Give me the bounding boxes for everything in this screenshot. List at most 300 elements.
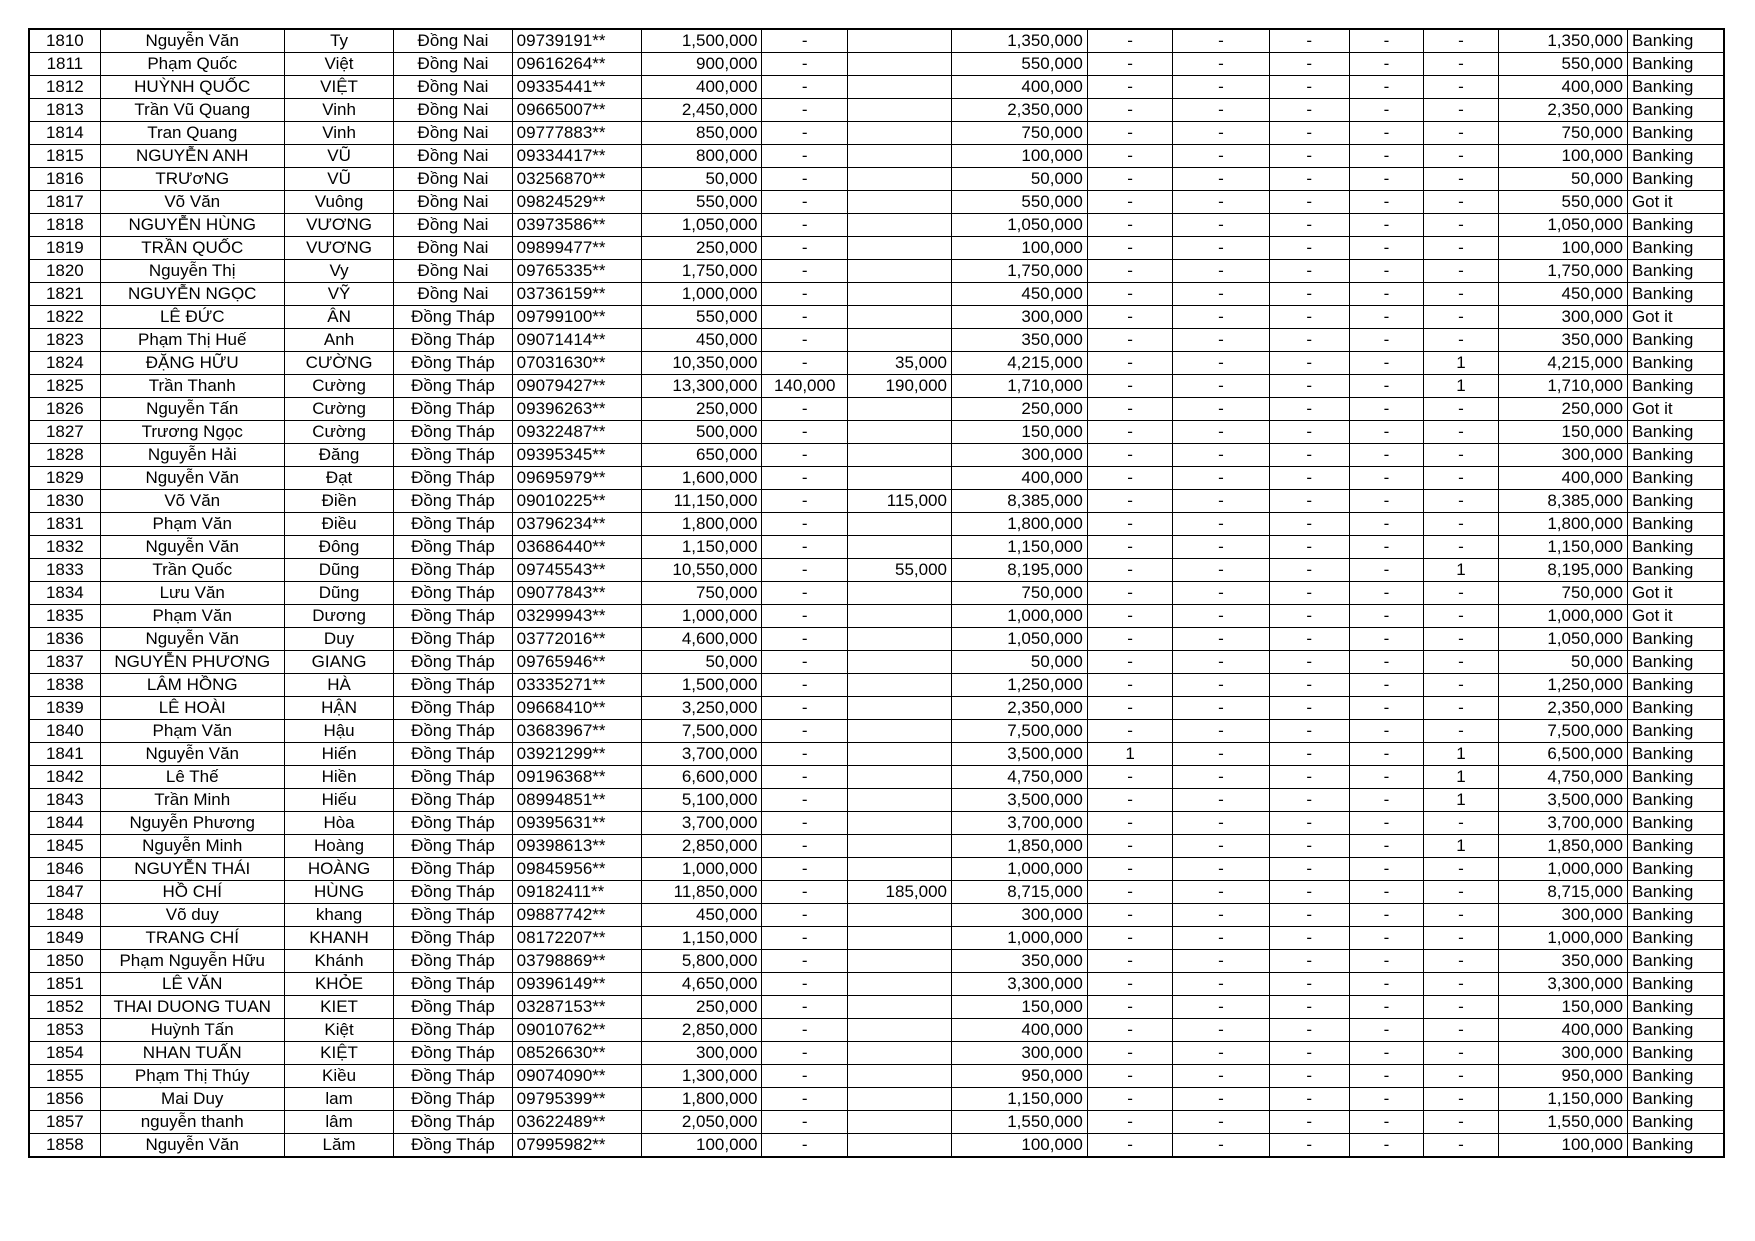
net-amount-cell: 550,000: [951, 191, 1087, 214]
payment-method-cell: Banking: [1627, 29, 1724, 53]
deduction-b-cell: [847, 858, 951, 881]
deduction-a-cell: -: [762, 490, 847, 513]
last-name-cell: TRANG CHÍ: [100, 927, 284, 950]
province-cell: Đồng Tháp: [394, 352, 512, 375]
row-number-cell: 1858: [29, 1134, 100, 1158]
flag-b-cell: -: [1173, 1111, 1269, 1134]
total-cell: 1,050,000: [1498, 628, 1627, 651]
deduction-a-cell: -: [762, 329, 847, 352]
last-name-cell: Phạm Văn: [100, 720, 284, 743]
first-name-cell: lam: [284, 1088, 394, 1111]
table-row: [29, 191, 1724, 214]
payment-method-cell: Banking: [1627, 789, 1724, 812]
deduction-b-cell: [847, 444, 951, 467]
row-number-cell: 1845: [29, 835, 100, 858]
first-name-cell: KHANH: [284, 927, 394, 950]
flag-e-cell: -: [1424, 720, 1499, 743]
flag-c-cell: -: [1269, 306, 1349, 329]
last-name-cell: Trần Vũ Quang: [100, 99, 284, 122]
last-name-cell: NGUYỄN HÙNG: [100, 214, 284, 237]
deduction-a-cell: -: [762, 697, 847, 720]
net-amount-cell: 750,000: [951, 582, 1087, 605]
flag-d-cell: -: [1349, 720, 1424, 743]
flag-e-cell: -: [1424, 237, 1499, 260]
payment-method-cell: Banking: [1627, 812, 1724, 835]
flag-c-cell: -: [1269, 513, 1349, 536]
flag-b-cell: -: [1173, 927, 1269, 950]
province-cell: Đồng Tháp: [394, 720, 512, 743]
flag-d-cell: -: [1349, 490, 1424, 513]
flag-e-cell: 1: [1424, 743, 1499, 766]
deduction-a-cell: -: [762, 973, 847, 996]
phone-cell: 09739191**: [512, 29, 641, 53]
first-name-cell: Đạt: [284, 467, 394, 490]
amount-cell: 5,800,000: [641, 950, 762, 973]
flag-b-cell: -: [1173, 168, 1269, 191]
flag-b-cell: -: [1173, 283, 1269, 306]
flag-b-cell: -: [1173, 191, 1269, 214]
last-name-cell: NGUYỄN PHƯƠNG: [100, 651, 284, 674]
table-row: [29, 145, 1724, 168]
province-cell: Đồng Tháp: [394, 904, 512, 927]
table-row: [29, 237, 1724, 260]
net-amount-cell: 750,000: [951, 122, 1087, 145]
net-amount-cell: 400,000: [951, 76, 1087, 99]
province-cell: Đồng Nai: [394, 214, 512, 237]
first-name-cell: Dũng: [284, 559, 394, 582]
total-cell: 3,700,000: [1498, 812, 1627, 835]
payment-method-cell: Banking: [1627, 329, 1724, 352]
province-cell: Đồng Nai: [394, 29, 512, 53]
phone-cell: 09899477**: [512, 237, 641, 260]
flag-e-cell: -: [1424, 168, 1499, 191]
net-amount-cell: 8,715,000: [951, 881, 1087, 904]
amount-cell: 7,500,000: [641, 720, 762, 743]
deduction-b-cell: [847, 53, 951, 76]
first-name-cell: HOÀNG: [284, 858, 394, 881]
deduction-b-cell: [847, 812, 951, 835]
phone-cell: 09322487**: [512, 421, 641, 444]
province-cell: Đồng Tháp: [394, 513, 512, 536]
flag-d-cell: -: [1349, 444, 1424, 467]
last-name-cell: NGUYỄN ANH: [100, 145, 284, 168]
total-cell: 3,500,000: [1498, 789, 1627, 812]
row-number-cell: 1856: [29, 1088, 100, 1111]
flag-e-cell: -: [1424, 1111, 1499, 1134]
amount-cell: 2,050,000: [641, 1111, 762, 1134]
amount-cell: 3,700,000: [641, 812, 762, 835]
payment-method-cell: Got it: [1627, 582, 1724, 605]
total-cell: 7,500,000: [1498, 720, 1627, 743]
province-cell: Đồng Nai: [394, 53, 512, 76]
flag-d-cell: -: [1349, 1065, 1424, 1088]
deduction-b-cell: [847, 927, 951, 950]
payment-method-cell: Banking: [1627, 628, 1724, 651]
amount-cell: 1,050,000: [641, 214, 762, 237]
flag-d-cell: -: [1349, 858, 1424, 881]
row-number-cell: 1825: [29, 375, 100, 398]
first-name-cell: Việt: [284, 53, 394, 76]
province-cell: Đồng Tháp: [394, 536, 512, 559]
phone-cell: 03686440**: [512, 536, 641, 559]
flag-c-cell: -: [1269, 950, 1349, 973]
net-amount-cell: 100,000: [951, 145, 1087, 168]
total-cell: 350,000: [1498, 950, 1627, 973]
table-body: [29, 29, 1724, 1157]
flag-a-cell: -: [1087, 421, 1172, 444]
table-row: [29, 168, 1724, 191]
flag-d-cell: -: [1349, 1111, 1424, 1134]
first-name-cell: HẬN: [284, 697, 394, 720]
province-cell: Đồng Tháp: [394, 789, 512, 812]
flag-b-cell: -: [1173, 1088, 1269, 1111]
flag-b-cell: -: [1173, 306, 1269, 329]
amount-cell: 650,000: [641, 444, 762, 467]
flag-e-cell: -: [1424, 191, 1499, 214]
net-amount-cell: 350,000: [951, 950, 1087, 973]
table-row: [29, 444, 1724, 467]
flag-b-cell: -: [1173, 260, 1269, 283]
phone-cell: 09398613**: [512, 835, 641, 858]
flag-b-cell: -: [1173, 743, 1269, 766]
flag-d-cell: -: [1349, 122, 1424, 145]
payment-method-cell: Banking: [1627, 973, 1724, 996]
deduction-a-cell: -: [762, 720, 847, 743]
deduction-a-cell: -: [762, 766, 847, 789]
payment-method-cell: Got it: [1627, 605, 1724, 628]
row-number-cell: 1839: [29, 697, 100, 720]
total-cell: 1,750,000: [1498, 260, 1627, 283]
flag-a-cell: -: [1087, 191, 1172, 214]
flag-c-cell: -: [1269, 628, 1349, 651]
total-cell: 250,000: [1498, 398, 1627, 421]
flag-c-cell: -: [1269, 559, 1349, 582]
payment-method-cell: Banking: [1627, 674, 1724, 697]
table-row: [29, 674, 1724, 697]
amount-cell: 1,800,000: [641, 513, 762, 536]
flag-a-cell: -: [1087, 214, 1172, 237]
flag-a-cell: -: [1087, 789, 1172, 812]
first-name-cell: Ty: [284, 29, 394, 53]
flag-e-cell: -: [1424, 582, 1499, 605]
total-cell: 4,750,000: [1498, 766, 1627, 789]
total-cell: 400,000: [1498, 1019, 1627, 1042]
row-number-cell: 1842: [29, 766, 100, 789]
deduction-b-cell: [847, 720, 951, 743]
deduction-b-cell: 190,000: [847, 375, 951, 398]
net-amount-cell: 400,000: [951, 1019, 1087, 1042]
deduction-b-cell: [847, 743, 951, 766]
flag-d-cell: -: [1349, 973, 1424, 996]
payment-method-cell: Banking: [1627, 145, 1724, 168]
deduction-b-cell: [847, 950, 951, 973]
payment-method-cell: Got it: [1627, 191, 1724, 214]
deduction-a-cell: -: [762, 467, 847, 490]
deduction-b-cell: [847, 1019, 951, 1042]
row-number-cell: 1854: [29, 1042, 100, 1065]
phone-cell: 03299943**: [512, 605, 641, 628]
flag-b-cell: -: [1173, 605, 1269, 628]
flag-e-cell: -: [1424, 674, 1499, 697]
flag-d-cell: -: [1349, 1134, 1424, 1158]
row-number-cell: 1824: [29, 352, 100, 375]
deduction-b-cell: [847, 306, 951, 329]
province-cell: Đồng Tháp: [394, 950, 512, 973]
phone-cell: 09668410**: [512, 697, 641, 720]
flag-b-cell: -: [1173, 352, 1269, 375]
deduction-b-cell: [847, 467, 951, 490]
flag-a-cell: -: [1087, 651, 1172, 674]
row-number-cell: 1844: [29, 812, 100, 835]
payment-method-cell: Banking: [1627, 1042, 1724, 1065]
flag-d-cell: -: [1349, 329, 1424, 352]
table-row: [29, 283, 1724, 306]
flag-b-cell: -: [1173, 835, 1269, 858]
table-row: [29, 559, 1724, 582]
flag-c-cell: -: [1269, 536, 1349, 559]
total-cell: 4,215,000: [1498, 352, 1627, 375]
first-name-cell: Duy: [284, 628, 394, 651]
flag-d-cell: -: [1349, 29, 1424, 53]
payment-method-cell: Banking: [1627, 743, 1724, 766]
payment-method-cell: Banking: [1627, 835, 1724, 858]
deduction-a-cell: -: [762, 122, 847, 145]
last-name-cell: Phạm Nguyễn Hữu: [100, 950, 284, 973]
flag-b-cell: -: [1173, 145, 1269, 168]
payment-method-cell: Banking: [1627, 881, 1724, 904]
province-cell: Đồng Tháp: [394, 375, 512, 398]
net-amount-cell: 1,150,000: [951, 1088, 1087, 1111]
flag-a-cell: -: [1087, 513, 1172, 536]
payment-method-cell: Banking: [1627, 76, 1724, 99]
flag-a-cell: -: [1087, 812, 1172, 835]
row-number-cell: 1812: [29, 76, 100, 99]
flag-c-cell: -: [1269, 651, 1349, 674]
net-amount-cell: 1,800,000: [951, 513, 1087, 536]
table-row: [29, 950, 1724, 973]
flag-b-cell: -: [1173, 398, 1269, 421]
flag-e-cell: -: [1424, 1065, 1499, 1088]
row-number-cell: 1838: [29, 674, 100, 697]
flag-d-cell: -: [1349, 651, 1424, 674]
table-row: [29, 421, 1724, 444]
flag-e-cell: -: [1424, 996, 1499, 1019]
flag-c-cell: -: [1269, 398, 1349, 421]
flag-c-cell: -: [1269, 375, 1349, 398]
flag-b-cell: -: [1173, 674, 1269, 697]
table-row: [29, 122, 1724, 145]
deduction-b-cell: [847, 421, 951, 444]
table-row: [29, 76, 1724, 99]
flag-d-cell: -: [1349, 237, 1424, 260]
phone-cell: 03683967**: [512, 720, 641, 743]
flag-d-cell: -: [1349, 513, 1424, 536]
total-cell: 3,300,000: [1498, 973, 1627, 996]
phone-cell: 03798869**: [512, 950, 641, 973]
deduction-a-cell: -: [762, 1111, 847, 1134]
flag-c-cell: -: [1269, 927, 1349, 950]
flag-e-cell: -: [1424, 329, 1499, 352]
province-cell: Đồng Tháp: [394, 444, 512, 467]
flag-c-cell: -: [1269, 214, 1349, 237]
province-cell: Đồng Tháp: [394, 812, 512, 835]
table-row: [29, 352, 1724, 375]
flag-d-cell: -: [1349, 950, 1424, 973]
deduction-b-cell: [847, 1111, 951, 1134]
flag-d-cell: -: [1349, 145, 1424, 168]
flag-d-cell: -: [1349, 743, 1424, 766]
net-amount-cell: 1,250,000: [951, 674, 1087, 697]
phone-cell: 09395631**: [512, 812, 641, 835]
phone-cell: 09665007**: [512, 99, 641, 122]
deduction-b-cell: [847, 99, 951, 122]
flag-c-cell: -: [1269, 697, 1349, 720]
province-cell: Đồng Tháp: [394, 398, 512, 421]
province-cell: Đồng Tháp: [394, 490, 512, 513]
payment-method-cell: Banking: [1627, 237, 1724, 260]
flag-e-cell: 1: [1424, 559, 1499, 582]
total-cell: 1,000,000: [1498, 605, 1627, 628]
flag-b-cell: -: [1173, 559, 1269, 582]
flag-a-cell: -: [1087, 1019, 1172, 1042]
amount-cell: 4,600,000: [641, 628, 762, 651]
deduction-b-cell: [847, 835, 951, 858]
amount-cell: 1,000,000: [641, 283, 762, 306]
amount-cell: 1,000,000: [641, 605, 762, 628]
deduction-b-cell: [847, 76, 951, 99]
flag-a-cell: -: [1087, 329, 1172, 352]
net-amount-cell: 1,750,000: [951, 260, 1087, 283]
flag-d-cell: -: [1349, 76, 1424, 99]
row-number-cell: 1828: [29, 444, 100, 467]
flag-a-cell: -: [1087, 628, 1172, 651]
province-cell: Đồng Nai: [394, 237, 512, 260]
row-number-cell: 1852: [29, 996, 100, 1019]
first-name-cell: Vinh: [284, 99, 394, 122]
amount-cell: 550,000: [641, 191, 762, 214]
flag-a-cell: -: [1087, 76, 1172, 99]
flag-e-cell: -: [1424, 99, 1499, 122]
flag-b-cell: -: [1173, 513, 1269, 536]
amount-cell: 400,000: [641, 76, 762, 99]
flag-c-cell: -: [1269, 1019, 1349, 1042]
last-name-cell: LÊ HOÀI: [100, 697, 284, 720]
province-cell: Đồng Tháp: [394, 1019, 512, 1042]
flag-b-cell: -: [1173, 812, 1269, 835]
deduction-b-cell: [847, 168, 951, 191]
flag-c-cell: -: [1269, 283, 1349, 306]
deduction-a-cell: -: [762, 1065, 847, 1088]
flag-b-cell: -: [1173, 237, 1269, 260]
province-cell: Đồng Tháp: [394, 1134, 512, 1158]
flag-b-cell: -: [1173, 1134, 1269, 1158]
first-name-cell: Hậu: [284, 720, 394, 743]
flag-d-cell: -: [1349, 352, 1424, 375]
province-cell: Đồng Tháp: [394, 881, 512, 904]
row-number-cell: 1849: [29, 927, 100, 950]
last-name-cell: Nguyễn Văn: [100, 536, 284, 559]
first-name-cell: HÀ: [284, 674, 394, 697]
phone-cell: 09079427**: [512, 375, 641, 398]
phone-cell: 08994851**: [512, 789, 641, 812]
phone-cell: 03796234**: [512, 513, 641, 536]
flag-e-cell: -: [1424, 697, 1499, 720]
phone-cell: 09334417**: [512, 145, 641, 168]
table-row: [29, 375, 1724, 398]
flag-e-cell: -: [1424, 536, 1499, 559]
payment-method-cell: Banking: [1627, 513, 1724, 536]
deduction-a-cell: -: [762, 76, 847, 99]
flag-a-cell: -: [1087, 352, 1172, 375]
flag-b-cell: -: [1173, 582, 1269, 605]
flag-e-cell: -: [1424, 260, 1499, 283]
amount-cell: 3,700,000: [641, 743, 762, 766]
deduction-a-cell: -: [762, 536, 847, 559]
flag-c-cell: -: [1269, 122, 1349, 145]
net-amount-cell: 300,000: [951, 1042, 1087, 1065]
total-cell: 1,850,000: [1498, 835, 1627, 858]
phone-cell: 09071414**: [512, 329, 641, 352]
first-name-cell: ÂN: [284, 306, 394, 329]
flag-e-cell: -: [1424, 651, 1499, 674]
flag-a-cell: -: [1087, 306, 1172, 329]
flag-a-cell: -: [1087, 605, 1172, 628]
province-cell: Đồng Tháp: [394, 329, 512, 352]
first-name-cell: Vuông: [284, 191, 394, 214]
deduction-a-cell: -: [762, 743, 847, 766]
last-name-cell: Phạm Thị Thúy: [100, 1065, 284, 1088]
amount-cell: 6,600,000: [641, 766, 762, 789]
deduction-b-cell: [847, 904, 951, 927]
flag-a-cell: -: [1087, 398, 1172, 421]
row-number-cell: 1816: [29, 168, 100, 191]
table-row: [29, 53, 1724, 76]
amount-cell: 550,000: [641, 306, 762, 329]
last-name-cell: Huỳnh Tấn: [100, 1019, 284, 1042]
phone-cell: 09695979**: [512, 467, 641, 490]
payment-method-cell: Banking: [1627, 99, 1724, 122]
payment-method-cell: Banking: [1627, 1019, 1724, 1042]
flag-d-cell: -: [1349, 1019, 1424, 1042]
net-amount-cell: 4,215,000: [951, 352, 1087, 375]
payment-method-cell: Banking: [1627, 352, 1724, 375]
amount-cell: 50,000: [641, 168, 762, 191]
amount-cell: 4,650,000: [641, 973, 762, 996]
row-number-cell: 1836: [29, 628, 100, 651]
amount-cell: 300,000: [641, 1042, 762, 1065]
flag-a-cell: -: [1087, 237, 1172, 260]
amount-cell: 800,000: [641, 145, 762, 168]
amount-cell: 250,000: [641, 237, 762, 260]
total-cell: 150,000: [1498, 421, 1627, 444]
deduction-b-cell: [847, 674, 951, 697]
row-number-cell: 1814: [29, 122, 100, 145]
row-number-cell: 1850: [29, 950, 100, 973]
phone-cell: 09396263**: [512, 398, 641, 421]
last-name-cell: NHAN TUẤN: [100, 1042, 284, 1065]
phone-cell: 03622489**: [512, 1111, 641, 1134]
row-number-cell: 1821: [29, 283, 100, 306]
deduction-a-cell: -: [762, 352, 847, 375]
row-number-cell: 1843: [29, 789, 100, 812]
flag-d-cell: -: [1349, 674, 1424, 697]
row-number-cell: 1834: [29, 582, 100, 605]
table-row: [29, 697, 1724, 720]
payment-method-cell: Banking: [1627, 996, 1724, 1019]
last-name-cell: nguyễn thanh: [100, 1111, 284, 1134]
flag-a-cell: -: [1087, 1134, 1172, 1158]
flag-d-cell: -: [1349, 835, 1424, 858]
